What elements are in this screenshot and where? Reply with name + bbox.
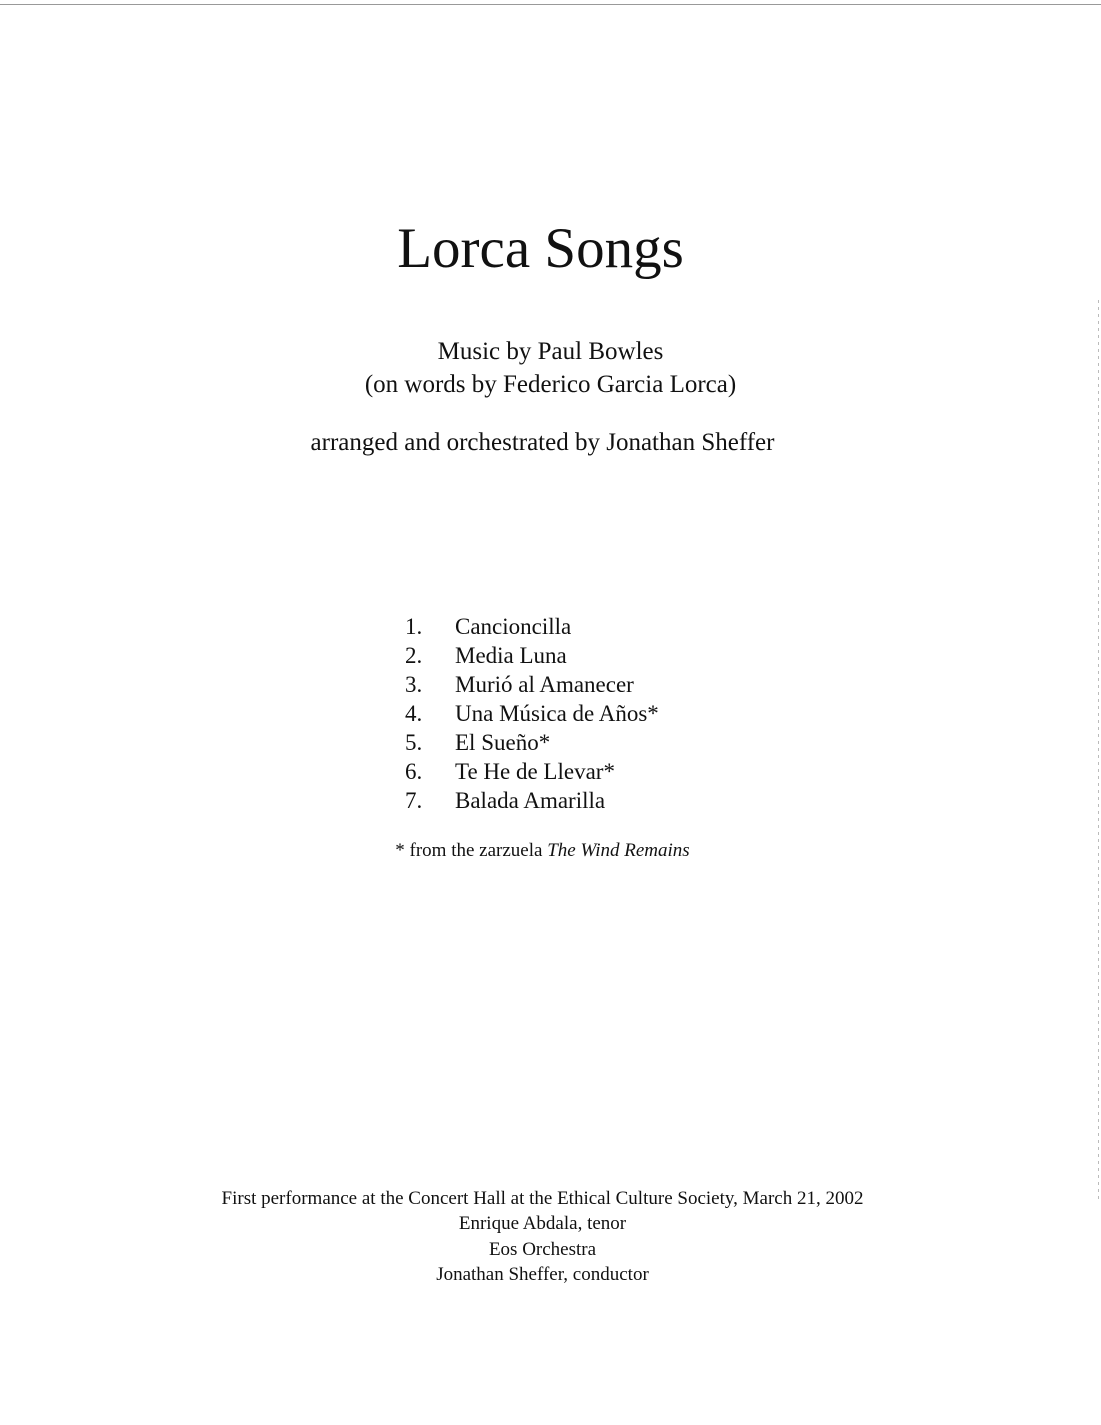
arranger-credit: arranged and orchestrated by Jonathan Sheffer <box>310 429 775 456</box>
song-number: 7. <box>405 788 423 813</box>
song-title: Una Música de Años* <box>455 701 659 726</box>
song-title: Cancioncilla <box>455 614 572 639</box>
song-title: Media Luna <box>455 643 567 668</box>
scan-edge-right <box>1098 300 1099 1200</box>
list-item <box>405 786 659 815</box>
song-title: Balada Amarilla <box>455 788 606 813</box>
list-item <box>405 612 659 641</box>
song-number: 5. <box>405 730 423 755</box>
footnote-work: The Wind Remains <box>547 840 690 861</box>
list-item <box>405 757 659 786</box>
lyricist-credit: (on words by Federico Garcia Lorca) <box>364 371 737 398</box>
composer-credit: Music by Paul Bowles <box>437 338 664 365</box>
footnote-text: * from the zarzuela <box>395 840 548 861</box>
footnote <box>0 840 1093 862</box>
scan-edge-line <box>0 4 1101 5</box>
song-number: 6. <box>405 759 423 784</box>
song-number: 4. <box>405 701 423 726</box>
list-item <box>405 699 659 728</box>
premiere-info: First performance at the Concert Hall at the Ethical Culture Society, March 21, 2002 <box>221 1188 864 1209</box>
song-number: 2. <box>405 643 423 668</box>
conductor: Jonathan Sheffer, conductor <box>436 1264 649 1285</box>
song-title: Te He de Llevar* <box>455 759 615 784</box>
list-item <box>405 670 659 699</box>
song-title: El Sueño* <box>455 730 551 755</box>
song-number: 1. <box>405 614 423 639</box>
page-title: Lorca Songs <box>397 217 684 280</box>
soloist: Enrique Abdala, tenor <box>458 1213 627 1234</box>
list-item <box>405 728 659 757</box>
song-number: 3. <box>405 672 423 697</box>
list-item <box>405 641 659 670</box>
song-title: Murió al Amanecer <box>455 672 634 697</box>
orchestra: Eos Orchestra <box>488 1239 597 1260</box>
song-list <box>405 612 659 815</box>
